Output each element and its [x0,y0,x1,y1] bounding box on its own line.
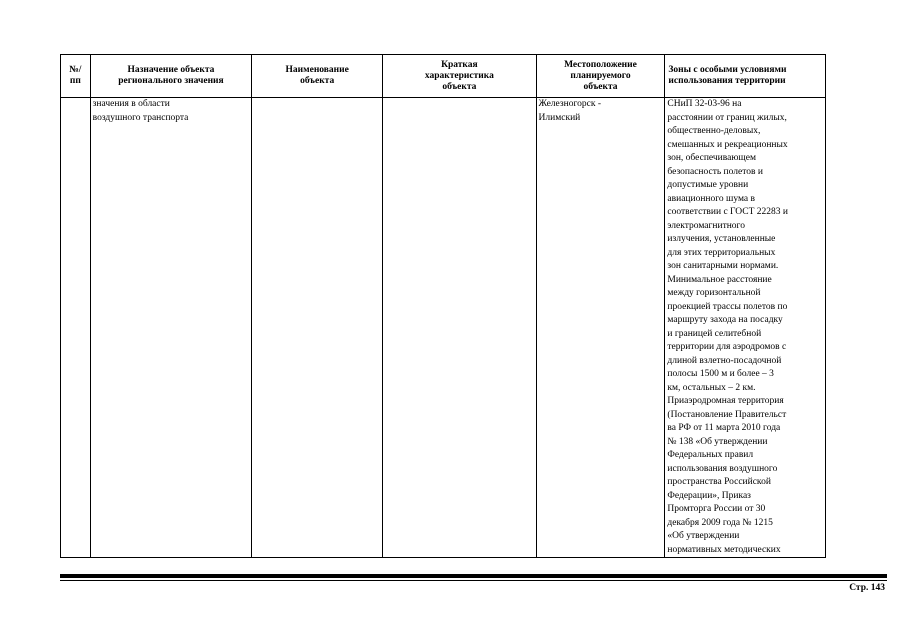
page-number: Стр. 143 [849,583,885,593]
cell-purpose: значения в области воздушного транспорта [90,98,252,558]
footer-rule-thick [60,574,887,578]
header-number: №/ пп [61,55,91,98]
header-name: Наименование объекта [252,55,383,98]
header-location: Местоположение планируемого объекта [536,55,665,98]
table-header-row [61,55,826,98]
cell-zones: СНиП 32-03-96 на расстоянии от границ жилых, общественно-деловых, смешанных и рекреационных зон, обеспечивающем безопасность полетов и допустимые уровни авиационного шума в соответствии с ГОСТ 22283 и электромагнитного излучения, установленные для этих территориальных зон санитарными нормами. Минимальное расстояние между горизонтальной проекцией трассы полетов по маршруту захода на посадку и границей селитебной территории для аэродромов с длиной взлетно-посадочной полосы 1500 м и более – 3 км, остальных – 2 км. Приаэродромная территория (Постановление Правительст ва РФ от 11 марта 2010 года № 138 «Об утверждении Федеральных правил использования воздушного пространства Российской Федерации», Приказ Промторга России от 30 декабря 2009 года № 1215 «Об утверждении нормативных методических [665,98,826,558]
footer-rule-thin [60,580,887,581]
cell-location: Железногорск - Илимский [536,98,665,558]
table-row [61,98,826,558]
header-zones: Зоны с особыми условиями использования территории [665,55,826,98]
planning-table [60,54,826,558]
header-purpose: Назначение объекта регионального значения [90,55,252,98]
cell-number [61,98,91,558]
cell-name [252,98,383,558]
header-characteristics: Краткая характеристика объекта [383,55,536,98]
cell-characteristics [383,98,536,558]
